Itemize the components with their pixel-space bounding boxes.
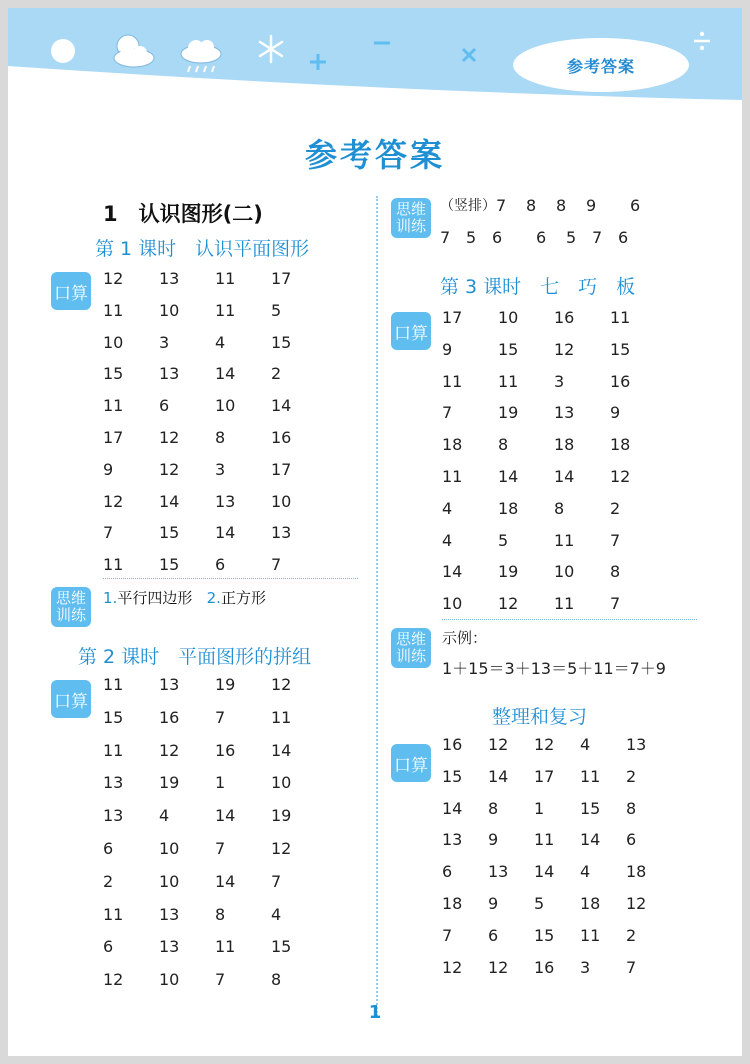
- answer-cell: 11: [610, 308, 631, 327]
- siwei-answers-lesson1: [103, 587, 266, 608]
- answer-cell: 6: [442, 862, 453, 882]
- review-answer-grid: [442, 735, 672, 989]
- cloud-sun-icon: [108, 30, 156, 70]
- answer-cell: 7: [271, 555, 282, 575]
- answer-cell: 3: [159, 332, 170, 352]
- answer-cell: 12: [626, 893, 647, 913]
- answer-cell: 18: [580, 893, 601, 913]
- answer-cell: 4: [159, 806, 170, 826]
- answer-cell: 7: [215, 707, 226, 727]
- answer-cell: 5: [498, 530, 509, 550]
- answer-cell: 17: [442, 308, 463, 327]
- answer-cell: 18: [498, 498, 519, 518]
- answer-cell: 15: [442, 766, 463, 786]
- vertical-digit: 8: [526, 196, 537, 215]
- answer-cell: 18: [610, 435, 631, 455]
- answer-cell: 7: [215, 838, 226, 858]
- answer-cell: 14: [554, 466, 575, 486]
- answer-cell: 9: [103, 459, 114, 479]
- answer-cell: 14: [215, 523, 236, 543]
- answer-cell: 10: [159, 970, 180, 990]
- review-title: 整理和复习: [492, 706, 588, 728]
- answer-cell: 10: [271, 491, 292, 511]
- answer-cell: 8: [271, 970, 282, 990]
- lesson3-title: 第 3 课时 七 巧 板: [440, 276, 636, 298]
- header-answer-badge: 参考答案: [513, 38, 689, 92]
- answer-cell: 7: [442, 925, 453, 945]
- answer-cell: 2: [626, 766, 637, 786]
- answer-cell: 13: [103, 806, 124, 826]
- answer-row: [442, 340, 666, 372]
- item-text: 平行四边形: [117, 589, 193, 607]
- answer-cell: 9: [488, 830, 499, 850]
- vertical-digit: 6: [536, 228, 547, 247]
- answer-cell: 3: [215, 459, 226, 479]
- answer-cell: 13: [271, 523, 292, 543]
- answer-cell: 8: [626, 798, 637, 818]
- answer-cell: 11: [103, 300, 124, 320]
- answer-row: [103, 492, 327, 524]
- answer-row: [442, 894, 672, 926]
- answer-cell: 2: [610, 498, 621, 518]
- answer-row: [103, 364, 327, 396]
- answer-cell: 17: [103, 427, 124, 447]
- answer-cell: 12: [498, 594, 519, 614]
- answer-row: [442, 435, 666, 467]
- answer-cell: 11: [498, 371, 519, 391]
- item-number: 2.: [206, 589, 221, 607]
- answer-cell: 11: [215, 269, 236, 288]
- answer-cell: 9: [488, 893, 499, 913]
- dotted-separator: [103, 578, 358, 579]
- answer-cell: 6: [626, 830, 637, 850]
- vertical-prefix: （竖排）: [440, 198, 496, 214]
- answer-cell: 12: [103, 491, 124, 511]
- answer-cell: 12: [271, 675, 292, 694]
- answer-cell: 12: [534, 735, 555, 754]
- answer-cell: 12: [442, 957, 463, 977]
- answer-cell: 4: [215, 332, 226, 352]
- answer-cell: 7: [271, 871, 282, 891]
- answer-cell: 15: [610, 339, 631, 359]
- lesson1-answer-grid: [103, 269, 327, 587]
- answer-cell: 13: [159, 675, 180, 694]
- vertical-arrangement-line2: [440, 228, 638, 248]
- kousuan-badge-lesson2: 口算: [51, 680, 91, 718]
- answer-page: [8, 8, 742, 1056]
- answer-cell: 11: [103, 904, 124, 924]
- answer-cell: 6: [159, 396, 170, 416]
- answer-row: [442, 499, 666, 531]
- answer-row: [103, 301, 327, 333]
- answer-cell: 13: [215, 491, 236, 511]
- answer-cell: 4: [580, 862, 591, 882]
- answer-row: [442, 830, 672, 862]
- plus-icon: [308, 52, 328, 72]
- answer-cell: 10: [159, 300, 180, 320]
- answer-cell: 13: [554, 403, 575, 423]
- answer-row: [103, 523, 327, 555]
- answer-row: [442, 926, 672, 958]
- answer-cell: 11: [103, 675, 124, 694]
- answer-cell: 12: [103, 269, 124, 288]
- answer-cell: 12: [103, 970, 124, 990]
- answer-cell: 4: [271, 904, 282, 924]
- answer-cell: 19: [498, 562, 519, 582]
- answer-cell: 3: [554, 371, 565, 391]
- answer-cell: 15: [103, 707, 124, 727]
- answer-cell: 16: [159, 707, 180, 727]
- siwei-badge-top: [391, 198, 431, 238]
- answer-cell: 12: [271, 838, 292, 858]
- answer-cell: 14: [215, 364, 236, 384]
- answer-cell: 10: [554, 562, 575, 582]
- answer-row: [103, 905, 327, 938]
- answer-cell: 7: [103, 523, 114, 543]
- answer-row: [103, 970, 327, 1003]
- answer-row: [103, 333, 327, 365]
- answer-row: [103, 269, 327, 301]
- answer-cell: 1: [215, 773, 226, 793]
- answer-cell: 11: [442, 466, 463, 486]
- answer-cell: 14: [442, 562, 463, 582]
- answer-cell: 5: [534, 893, 545, 913]
- answer-cell: 16: [610, 371, 631, 391]
- answer-row: [103, 428, 327, 460]
- answer-row: [103, 937, 327, 970]
- answer-row: [103, 675, 327, 708]
- answer-cell: 7: [442, 403, 453, 423]
- answer-cell: 10: [442, 594, 463, 614]
- answer-row: [442, 767, 672, 799]
- unit-title: 1 认识图形(二): [103, 202, 263, 226]
- vertical-digit: 6: [492, 228, 503, 247]
- answer-cell: 15: [534, 925, 555, 945]
- siwei-label-line1: 思维: [55, 589, 86, 607]
- answer-cell: 14: [488, 766, 509, 786]
- snowflake-icon: [256, 34, 286, 64]
- answer-cell: 14: [442, 798, 463, 818]
- answer-cell: 15: [580, 798, 601, 818]
- answer-cell: 18: [626, 862, 647, 882]
- answer-cell: 3: [580, 957, 591, 977]
- answer-cell: 18: [442, 893, 463, 913]
- answer-cell: 19: [215, 675, 236, 694]
- answer-cell: 15: [271, 937, 292, 957]
- answer-cell: 11: [103, 555, 124, 575]
- minus-icon: [372, 38, 392, 48]
- answer-cell: 18: [442, 435, 463, 455]
- answer-row: [442, 735, 672, 767]
- vertical-digit: 9: [586, 196, 597, 215]
- lesson2-title: 第 2 课时 平面图形的拼组: [78, 646, 312, 668]
- kousuan-badge-review: 口算: [391, 744, 431, 782]
- answer-cell: 7: [626, 957, 637, 977]
- answer-cell: 6: [215, 555, 226, 575]
- kousuan-badge-lesson3: 口算: [391, 312, 431, 350]
- answer-row: [103, 806, 327, 839]
- answer-cell: 12: [488, 957, 509, 977]
- answer-cell: 13: [159, 937, 180, 957]
- answer-cell: 11: [554, 530, 575, 550]
- answer-cell: 10: [271, 773, 292, 793]
- answer-cell: 13: [103, 773, 124, 793]
- answer-cell: 8: [498, 435, 509, 455]
- answer-cell: 17: [271, 269, 292, 288]
- sun-icon: [48, 36, 78, 66]
- answer-cell: 12: [488, 735, 509, 754]
- answer-cell: 14: [215, 806, 236, 826]
- lesson2-answer-grid: [103, 675, 327, 1003]
- answer-cell: 15: [159, 555, 180, 575]
- answer-cell: 15: [159, 523, 180, 543]
- answer-cell: 13: [488, 862, 509, 882]
- answer-cell: 2: [626, 925, 637, 945]
- answer-cell: 16: [442, 735, 463, 754]
- answer-cell: 12: [610, 466, 631, 486]
- answer-cell: 11: [554, 594, 575, 614]
- siwei-badge-lesson1: [51, 587, 91, 627]
- answer-cell: 11: [103, 396, 124, 416]
- rain-cloud-icon: [178, 32, 224, 76]
- vertical-digit: 6: [630, 196, 641, 215]
- vertical-arrangement-line1: [440, 196, 650, 216]
- answer-cell: 10: [103, 332, 124, 352]
- answer-cell: 14: [498, 466, 519, 486]
- answer-cell: 17: [534, 766, 555, 786]
- answer-row: [442, 308, 666, 340]
- answer-cell: 2: [103, 871, 114, 891]
- answer-cell: 8: [215, 427, 226, 447]
- answer-cell: 16: [271, 427, 292, 447]
- answer-row: [103, 460, 327, 492]
- answer-cell: 6: [488, 925, 499, 945]
- answer-cell: 18: [554, 435, 575, 455]
- answer-cell: 19: [498, 403, 519, 423]
- answer-cell: 14: [215, 871, 236, 891]
- answer-cell: 7: [610, 594, 621, 614]
- answer-row: [442, 799, 672, 831]
- item-text: 正方形: [220, 589, 266, 607]
- vertical-digit: 7: [592, 228, 603, 247]
- answer-cell: 4: [442, 498, 453, 518]
- answer-cell: 11: [442, 371, 463, 391]
- answer-cell: 15: [103, 364, 124, 384]
- answer-cell: 11: [534, 830, 555, 850]
- answer-row: [103, 872, 327, 905]
- answer-cell: 6: [103, 937, 114, 957]
- dotted-separator: [442, 619, 697, 620]
- answer-row: [442, 531, 666, 563]
- answer-row: [103, 708, 327, 741]
- siwei-label-line2: 训练: [395, 647, 426, 665]
- siwei-badge-lesson3: [391, 628, 431, 668]
- vertical-digit: 8: [556, 196, 567, 215]
- answer-cell: 12: [159, 740, 180, 760]
- example-label: 示例：: [442, 629, 488, 647]
- answer-row: [442, 403, 666, 435]
- answer-cell: 8: [215, 904, 226, 924]
- vertical-digit: 5: [466, 228, 477, 247]
- answer-row: [442, 594, 666, 626]
- answer-row: [442, 862, 672, 894]
- column-divider: [376, 196, 378, 1016]
- item-number: 1.: [103, 589, 118, 607]
- answer-cell: 19: [159, 773, 180, 793]
- answer-cell: 16: [554, 308, 575, 327]
- answer-cell: 16: [534, 957, 555, 977]
- answer-cell: 13: [159, 364, 180, 384]
- answer-row: [103, 839, 327, 872]
- answer-cell: 7: [610, 530, 621, 550]
- siwei-label-line1: 思维: [395, 200, 426, 218]
- answer-cell: 10: [159, 838, 180, 858]
- example-equation: 1＋15＝3＋13＝5＋11＝7＋9: [442, 659, 666, 678]
- answer-cell: 14: [159, 491, 180, 511]
- answer-cell: 17: [271, 459, 292, 479]
- answer-cell: 11: [215, 300, 236, 320]
- answer-cell: 13: [442, 830, 463, 850]
- answer-row: [442, 467, 666, 499]
- answer-cell: 15: [271, 332, 292, 352]
- answer-cell: 4: [442, 530, 453, 550]
- answer-cell: 11: [103, 740, 124, 760]
- vertical-digit: 7: [440, 228, 451, 247]
- vertical-digit: 6: [618, 228, 629, 247]
- answer-row: [442, 562, 666, 594]
- kousuan-badge-lesson1: 口算: [51, 272, 91, 310]
- answer-cell: 13: [159, 269, 180, 288]
- answer-cell: 16: [215, 740, 236, 760]
- answer-cell: 11: [580, 925, 601, 945]
- answer-cell: 10: [215, 396, 236, 416]
- page-title: 参考答案: [304, 136, 445, 174]
- answer-cell: 8: [488, 798, 499, 818]
- answer-cell: 19: [271, 806, 292, 826]
- answer-cell: 14: [534, 862, 555, 882]
- answer-cell: 9: [442, 339, 453, 359]
- answer-cell: 10: [498, 308, 519, 327]
- divide-icon: [692, 30, 712, 52]
- siwei-label-line2: 训练: [55, 606, 86, 624]
- answer-cell: 5: [271, 300, 282, 320]
- answer-row: [103, 741, 327, 774]
- siwei-label-line2: 训练: [395, 217, 426, 235]
- answer-cell: 11: [271, 707, 292, 727]
- answer-row: [442, 372, 666, 404]
- answer-cell: 14: [580, 830, 601, 850]
- answer-cell: 2: [271, 364, 282, 384]
- answer-cell: 8: [610, 562, 621, 582]
- answer-cell: 10: [159, 871, 180, 891]
- answer-row: [103, 555, 327, 587]
- vertical-digit: 5: [566, 228, 577, 247]
- answer-cell: 12: [554, 339, 575, 359]
- answer-cell: 6: [103, 838, 114, 858]
- answer-cell: 12: [159, 427, 180, 447]
- lesson1-title: 第 1 课时 认识平面图形: [95, 238, 310, 260]
- answer-cell: 14: [271, 396, 292, 416]
- lesson3-answer-grid: [442, 308, 666, 626]
- answer-row: [103, 773, 327, 806]
- page-number: 1: [368, 1002, 382, 1023]
- answer-cell: 1: [534, 798, 545, 818]
- answer-cell: 11: [580, 766, 601, 786]
- answer-cell: 9: [610, 403, 621, 423]
- answer-cell: 15: [498, 339, 519, 359]
- vertical-digit: 7: [496, 196, 507, 215]
- multiply-icon: [460, 46, 478, 64]
- answer-cell: 13: [626, 735, 647, 754]
- answer-row: [103, 396, 327, 428]
- answer-cell: 8: [554, 498, 565, 518]
- answer-cell: 14: [271, 740, 292, 760]
- answer-cell: 13: [159, 904, 180, 924]
- answer-cell: 11: [215, 937, 236, 957]
- answer-cell: 7: [215, 970, 226, 990]
- siwei-label-line1: 思维: [395, 630, 426, 648]
- answer-row: [442, 958, 672, 990]
- answer-cell: 12: [159, 459, 180, 479]
- answer-cell: 4: [580, 735, 591, 754]
